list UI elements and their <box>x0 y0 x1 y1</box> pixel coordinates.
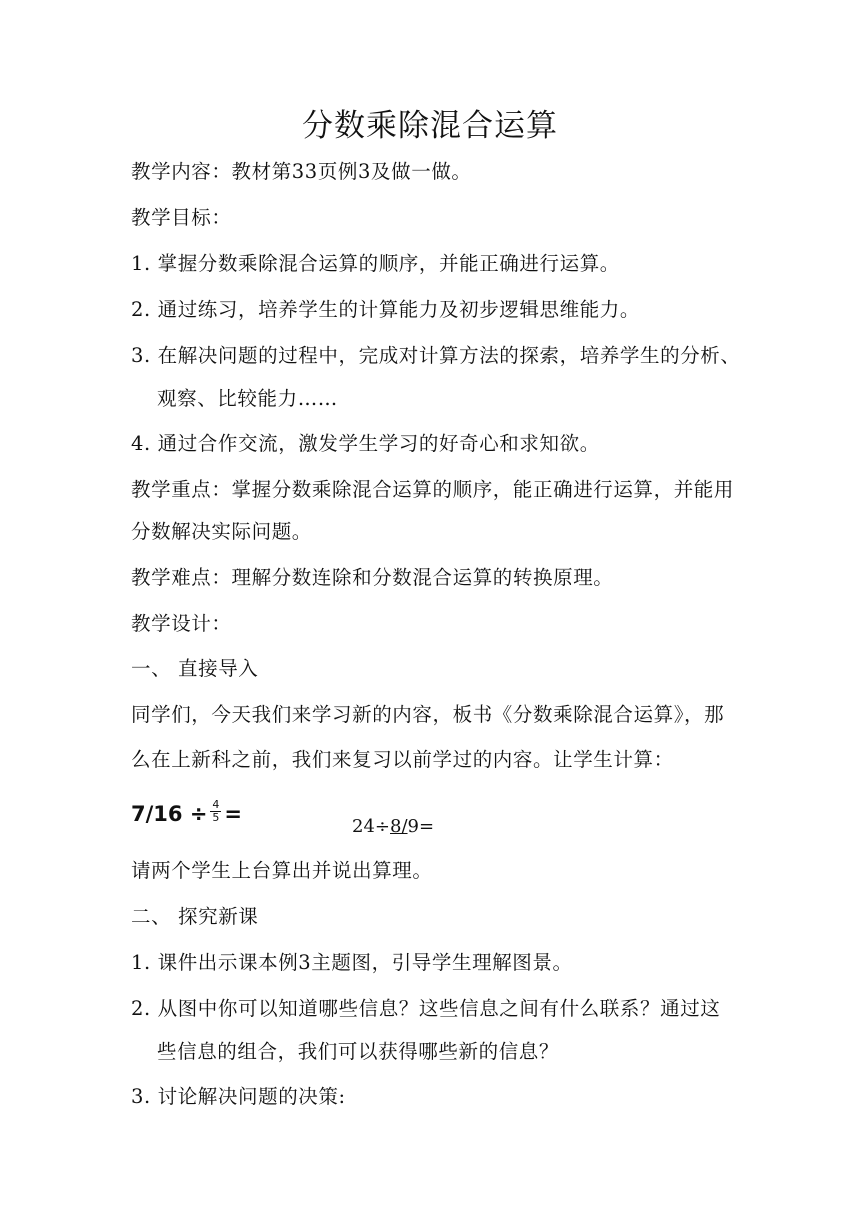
page-title: 分数乘除混合运算 <box>302 108 558 144</box>
intro-paragraph-line-2: 么在上新科之前，我们来复习以前学过的内容。让学生计算： <box>131 748 674 771</box>
difficulty-line: 教学难点：理解分数连除和分数混合运算的转换原理。 <box>131 566 614 589</box>
formula-1-fraction <box>210 799 221 824</box>
fraction-denominator: 5 <box>212 810 220 824</box>
review-formula-1 <box>131 794 242 834</box>
formula-2-underlined: 8/ <box>390 816 408 837</box>
teaching-content-line: 教学内容：教材第33页例3及做一做。 <box>131 160 472 183</box>
explore-item-2-continued: 些信息的组合，我们可以获得哪些新的信息？ <box>157 1040 560 1063</box>
goal-item-1: 1. 掌握分数乘除混合运算的顺序，并能正确进行运算。 <box>131 252 620 275</box>
teaching-goals-heading: 教学目标： <box>131 206 232 229</box>
teaching-design-heading: 教学设计： <box>131 612 232 635</box>
key-point-line: 教学重点：掌握分数乘除混合运算的顺序，能正确进行运算，并能用 <box>131 478 735 501</box>
explore-item-2: 2. 从图中你可以知道哪些信息？这些信息之间有什么联系？通过这 <box>131 997 721 1020</box>
formula-1-lead: 7/16 ÷ <box>131 802 208 826</box>
goal-item-3: 3. 在解决问题的过程中，完成对计算方法的探索，培养学生的分析、 <box>131 344 741 367</box>
explore-item-3: 3. 讨论解决问题的决策: <box>131 1085 346 1108</box>
key-point-line-continued: 分数解决实际问题。 <box>131 520 312 543</box>
review-formula-2 <box>352 814 434 840</box>
explore-item-1: 1. 课件出示课本例3主题图，引导学生理解图景。 <box>131 951 573 974</box>
fraction-numerator: 4 <box>212 797 220 811</box>
formula-2-lead: 24÷ <box>352 816 390 837</box>
section-2-heading: 二、 探究新课 <box>131 905 259 928</box>
formula-2-tail: 9= <box>407 816 435 837</box>
goal-item-3-continued: 观察、比较能力…… <box>157 387 338 410</box>
intro-paragraph-line-1: 同学们，今天我们来学习新的内容，板书《分数乘除混合运算》，那 <box>131 703 725 726</box>
student-instruction-line: 请两个学生上台算出并说出算理。 <box>131 859 433 882</box>
section-1-heading: 一、 直接导入 <box>131 657 259 680</box>
goal-item-4: 4. 通过合作交流，激发学生学习的好奇心和求知欲。 <box>131 432 600 455</box>
goal-item-2: 2. 通过练习，培养学生的计算能力及初步逻辑思维能力。 <box>131 298 641 321</box>
formula-1-equals: = <box>224 802 243 826</box>
